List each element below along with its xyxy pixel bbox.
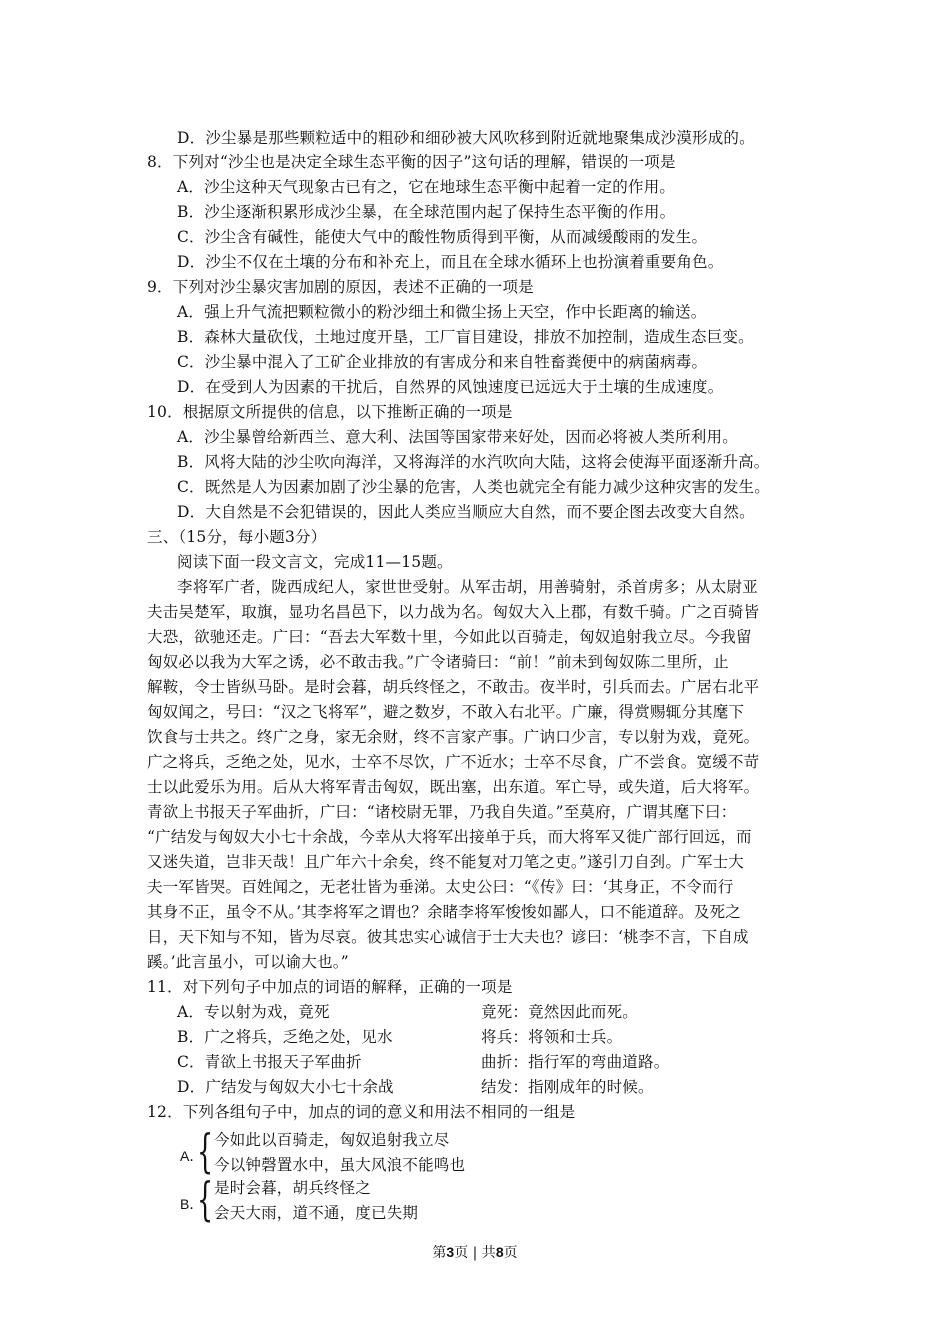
q8-stem: 8．下列对“沙尘也是决定全球生态平衡的因子”这句话的理解，错误的一项是 [147, 153, 676, 171]
q7-option-d: D．沙尘暴是那些颗粒适中的粗砂和细砂被大风吹移到附近就地聚集成沙漠形成的。 [177, 129, 755, 147]
q10-option-c: C．既然是人为因素加剧了沙尘暴的危害，人类也就完全有能力减少这种灾害的发生。 [177, 478, 770, 496]
passage-line: 日，天下知与不知，皆为尽哀。彼其忠实心诚信于士大夫也？谚曰：‘桃李不言，下自成 [147, 928, 749, 946]
q11-option-gloss: 将兵：将领和士兵。 [481, 1028, 623, 1046]
q11-option-gloss: 结发：指刚成年的时候。 [481, 1078, 654, 1096]
q9-option-a: A．强上升气流把颗粒微小的粉沙细土和微尘扬上天空，作中长距离的输送。 [177, 303, 707, 321]
passage-line: 青欲上书报天子军曲折，广曰：“诸校尉无罪，乃我自失道。”至莫府，广谓其麾下曰： [147, 803, 737, 821]
q8-option-c: C．沙尘含有碱性，能使大气中的酸性物质得到平衡，从而减缓酸雨的发生。 [177, 228, 708, 246]
q11-option-gloss: 曲折：指行军的弯曲道路。 [481, 1053, 670, 1071]
left-brace-icon: { [197, 1124, 214, 1178]
footer-mid: 页 | 共 [454, 1245, 496, 1261]
q12-group-a-label: A． [180, 1148, 204, 1164]
q10-option-b: B．风将大陆的沙尘吹向海洋，又将海洋的水汽吹向大陆，这将会使海平面逐渐升高。 [177, 453, 770, 471]
q11-option-sentence: C．青欲上书报天子军曲折 [177, 1053, 362, 1071]
passage-line: 夫击吴楚军，取旗，显功名昌邑下，以力战为名。匈奴大入上郡，有数千骑。广之百骑皆 [147, 603, 760, 621]
q8-option-a: A．沙尘这种天气现象古已有之，它在地球生态平衡中起着一定的作用。 [177, 178, 676, 196]
q12-group-b-label: B． [180, 1196, 204, 1212]
passage-line: 蹊。’此言虽小，可以谕大也。” [147, 953, 349, 971]
q9-option-c: C．沙尘暴中混入了工矿企业排放的有害成分和来自牲畜粪便中的病菌病毒。 [177, 353, 708, 371]
section3-intro: 阅读下面一段文言文，完成11—15题。 [177, 553, 453, 571]
q10-option-a: A．沙尘暴曾给新西兰、意大利、法国等国家带来好处，因而必将被人类所利用。 [177, 428, 738, 446]
passage-line: 匈奴必以我为大军之诱，必不敢击我。”广令诸骑曰：“前！”前未到匈奴陈二里所，止 [147, 653, 729, 671]
passage-line: 夫一军皆哭。百姓闻之，无老壮皆为垂涕。太史公曰：“《传》曰：‘其身正，不令而行 [147, 878, 734, 896]
q11-option-gloss: 竟死：竟然因此而死。 [481, 1003, 639, 1021]
q9-option-d: D．在受到人为因素的干扰后，自然界的风蚀速度已远远大于土壤的生成速度。 [177, 378, 724, 396]
passage-line: 其身不正，虽令不从。’其李将军之谓也？余睹李将军悛悛如鄙人，口不能道辞。及死之 [147, 903, 741, 921]
footer-total-pages: 8 [495, 1244, 504, 1260]
page-footer [0, 1242, 950, 1263]
passage-line: 大恐，欲驰还走。广曰：“吾去大军数十里，今如此以百骑走，匈奴追射我立尽。今我留 [147, 628, 752, 646]
q12-group-a-line2: 今以钟磬置水中，虽大风浪不能鸣也 [214, 1156, 466, 1174]
footer-suffix: 页 [503, 1245, 518, 1261]
q9-stem: 9．下列对沙尘暴灾害加剧的原因，表述不正确的一项是 [147, 278, 534, 296]
footer-page-number: 3 [446, 1244, 455, 1260]
passage-line: 士以此爱乐为用。后从大将军青击匈奴，既出塞，出东道。军亡导，或失道，后大将军。 [147, 778, 760, 796]
q11-option-sentence: A．专以射为戏，竟死 [177, 1003, 330, 1021]
q12-group-a-line1: 今如此以百骑走，匈奴追射我立尽 [214, 1131, 450, 1149]
q11-option-sentence: D．广结发与匈奴大小七十余战 [177, 1078, 394, 1096]
q11-option-sentence: B．广之将兵，乏绝之处，见水 [177, 1028, 393, 1046]
q12-group-b-line2: 会天大雨，道不通，度已失期 [214, 1204, 419, 1222]
passage-line: 又迷失道，岂非天哉！且广年六十余矣，终不能复对刀笔之吏。”遂引刀自刭。广军士大 [147, 853, 744, 871]
passage-line: 解鞍，令士皆纵马卧。是时会暮，胡兵终怪之，不敢击。夜半时，引兵而去。广居右北平 [147, 678, 760, 696]
passage-line: 李将军广者，陇西成纪人，家世世受射。从军击胡，用善骑射，杀首虏多；从太尉亚 [177, 578, 758, 596]
q8-option-b: B．沙尘逐渐积累形成沙尘暴，在全球范围内起了保持生态平衡的作用。 [177, 203, 676, 221]
passage-line: 匈奴闻之，号曰：“汉之飞将军”，避之数岁，不敢入右北平。广廉，得赏赐辄分其麾下 [147, 703, 745, 721]
q12-stem: 12．下列各组句子中，加点的词的意义和用法不相同的一组是 [147, 1103, 576, 1121]
left-brace-icon: { [197, 1172, 214, 1226]
q10-stem: 10．根据原文所提供的信息，以下推断正确的一项是 [147, 403, 513, 421]
q9-option-b: B．森林大量砍伐，土地过度开垦，工厂盲目建设，排放不加控制，造成生态巨变。 [177, 328, 754, 346]
q10-option-d: D．大自然是不会犯错误的，因此人类应当顺应大自然，而不要企图去改变大自然。 [177, 503, 755, 521]
footer-prefix: 第 [432, 1245, 447, 1261]
section3-heading: 三、（15分，每小题3分） [147, 528, 327, 546]
q11-stem: 11．对下列句子中加点的词语的解释，正确的一项是 [147, 978, 513, 996]
q12-group-b-line1: 是时会暮，胡兵终怪之 [214, 1179, 372, 1197]
q8-option-d: D．沙尘不仅在土壤的分布和补充上，而且在全球水循环上也扮演着重要角色。 [177, 253, 724, 271]
passage-line: 广之将兵，乏绝之处，见水，士卒不尽饮，广不近水；士卒不尽食，广不尝食。宽缓不苛 [147, 753, 760, 771]
passage-line: “广结发与匈奴大小七十余战，今幸从大将军出接单于兵，而大将军又徙广部行回远，而 [147, 828, 752, 846]
passage-line: 饮食与士共之。终广之身，家无余财，终不言家产事。广讷口少言，专以射为戏，竟死。 [147, 728, 760, 746]
